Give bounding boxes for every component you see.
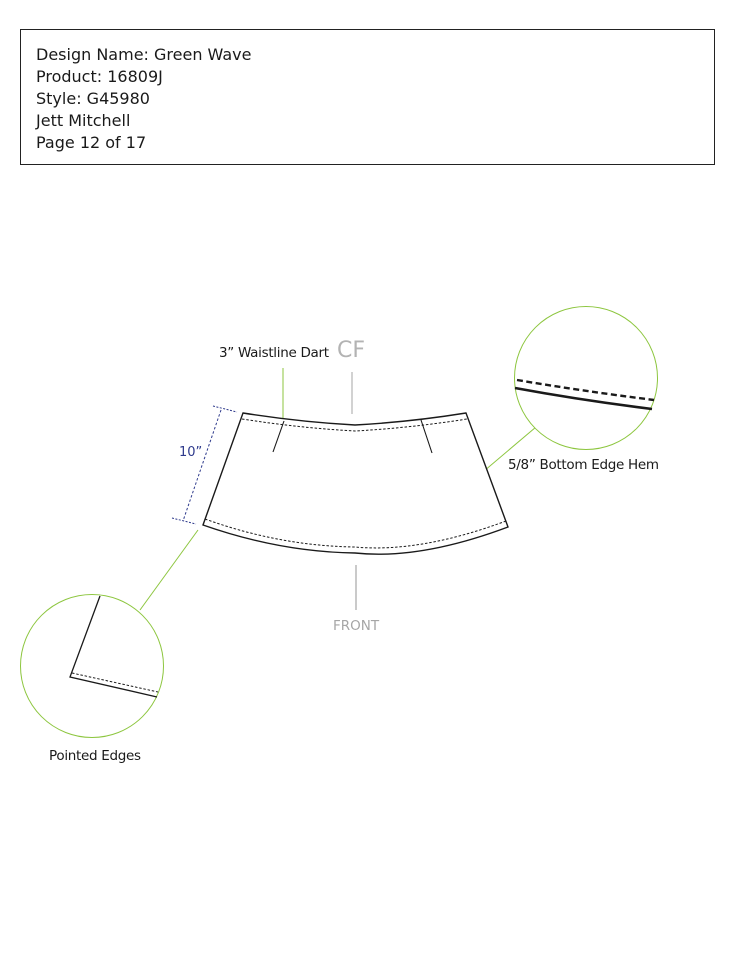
- length-dimension-label: 10”: [179, 445, 203, 460]
- dart-callout-label: 3” Waistline Dart: [219, 345, 329, 361]
- style-number: Style: G45980: [36, 89, 150, 108]
- edges-callout-label: Pointed Edges: [49, 748, 141, 764]
- skirt-outline: [203, 413, 508, 554]
- front-label: FRONT: [333, 618, 380, 634]
- page-number: Page 12 of 17: [36, 133, 147, 152]
- cf-label: CF: [337, 338, 366, 363]
- hem-callout-label: 5/8” Bottom Edge Hem: [508, 457, 659, 473]
- hem-detail-circle: [515, 307, 658, 450]
- dimension-tick-bottom: [172, 518, 196, 524]
- product-number: Product: 16809J: [36, 67, 163, 86]
- design-name: Design Name: Green Wave: [36, 45, 252, 64]
- designer-name: Jett Mitchell: [36, 111, 131, 130]
- dimension-tick-top: [213, 406, 237, 412]
- edge-leader-line: [140, 530, 198, 610]
